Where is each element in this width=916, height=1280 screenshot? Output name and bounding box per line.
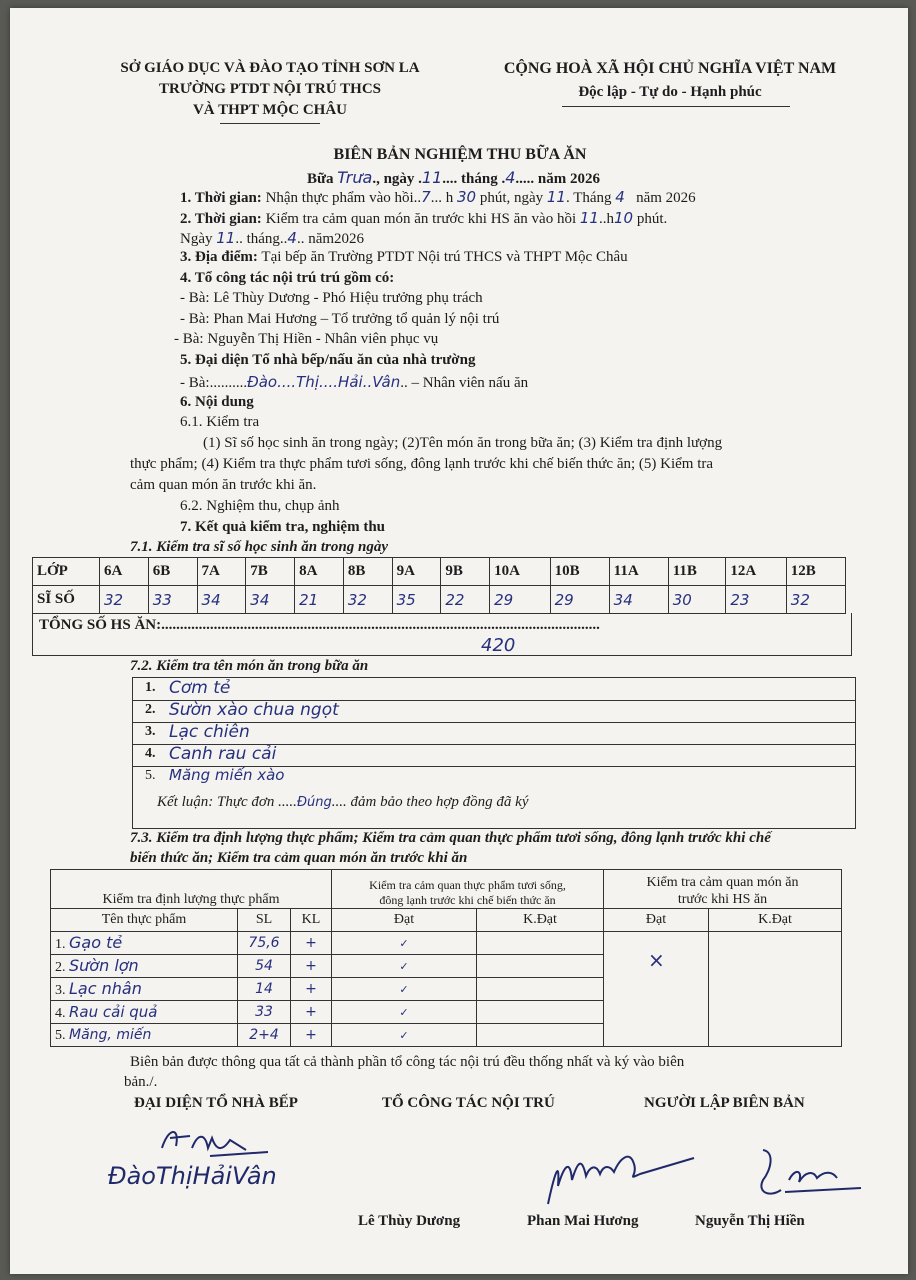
total-label: TỔNG SỐ HS ĂN:..................................................................................................................... <box>39 617 600 633</box>
count-cell: 34 <box>197 586 246 614</box>
dish-number: 3. <box>145 724 156 739</box>
s4-label: 4. Tổ công tác nội trú trú gồm có: <box>180 270 395 286</box>
s2-month-label: .. tháng.. <box>235 231 288 247</box>
s2-text-c: phút. <box>636 211 668 227</box>
committee-signature-icon <box>530 1136 700 1216</box>
class-cell: 12A <box>726 558 786 586</box>
s1-day: 11 <box>546 188 566 206</box>
meal-prefix: Bữa <box>307 171 334 187</box>
count-row <box>33 586 846 614</box>
list-item <box>133 744 855 767</box>
meal-line <box>307 168 600 188</box>
food-name: Lạc nhân <box>69 979 142 998</box>
t2-title: 7.2. Kiểm tra tên món ăn trong bữa ăn <box>130 658 369 674</box>
sig-heading-author: NGƯỜI LẬP BIÊN BẢN <box>644 1095 805 1111</box>
dish-number: 2. <box>145 702 156 717</box>
document-page <box>10 8 908 1274</box>
s2-hour: 11 <box>579 209 599 227</box>
fresh-food-header <box>332 870 604 909</box>
meal-day: 11 <box>421 168 443 187</box>
count-cell: 29 <box>550 586 609 614</box>
s6-sub2: 6.2. Nghiệm thu, chụp ảnh <box>180 498 340 514</box>
year-label: ..... năm 2026 <box>515 171 600 187</box>
food-sl: 2+4 <box>238 1024 291 1047</box>
section-3 <box>180 249 628 266</box>
s2-text-a: Kiểm tra cảm quan món ăn trước khi HS ăn vào hồi <box>265 211 577 227</box>
class-cell: 6B <box>148 558 197 586</box>
class-cell: 10B <box>550 558 609 586</box>
class-row <box>33 558 846 586</box>
food-fresh-fail <box>477 978 604 1001</box>
food-fresh-fail <box>477 1001 604 1024</box>
sig-heading-kitchen: ĐẠI DIỆN TỔ NHÀ BẾP <box>134 1095 298 1111</box>
food-sl: 33 <box>238 1001 291 1024</box>
food-number: 1. <box>55 937 66 952</box>
cooked-food-header-l1: Kiểm tra cảm quan món ăn <box>646 875 799 890</box>
dish-number: 4. <box>145 746 156 761</box>
food-number: 2. <box>55 960 66 975</box>
s1-label: 1. Thời gian: <box>180 190 262 206</box>
day-label: ., ngày . <box>372 171 422 187</box>
author-signature-icon <box>745 1140 865 1210</box>
dish-name: Lạc chiên <box>169 722 250 742</box>
food-name-cell <box>51 1024 238 1047</box>
food-name-cell <box>51 1001 238 1024</box>
s3-text: Tại bếp ăn Trường PTDT Nội trú THCS và THPT Mộc Châu <box>261 249 628 265</box>
kitchen-rep-line <box>180 373 528 392</box>
count-cell: 22 <box>441 586 490 614</box>
food-kl: + <box>291 1024 332 1047</box>
committee-signer-2: Phan Mai Hương <box>527 1213 639 1229</box>
class-cell: 8B <box>343 558 392 586</box>
kitchen-signature-icon <box>150 1118 280 1168</box>
class-cell: 7B <box>246 558 295 586</box>
dish-name: Cơm tẻ <box>169 678 231 698</box>
count-cell: 30 <box>668 586 726 614</box>
col-cooked-pass: Đạt <box>604 909 709 932</box>
header-right-underline <box>562 106 790 107</box>
food-kl: + <box>291 955 332 978</box>
fresh-food-header-l2: đông lạnh trước khi chế biến thức ăn <box>379 893 556 907</box>
food-fresh-pass: ✓ <box>332 978 477 1001</box>
col-fresh-pass: Đạt <box>332 909 477 932</box>
section-2 <box>180 209 667 228</box>
col-cooked-fail: K.Đạt <box>709 909 842 932</box>
s6-para-line3: cảm quan món ăn trước khi ăn. <box>130 477 317 493</box>
s2-year-label: .. năm2026 <box>296 231 365 247</box>
class-cell: 9A <box>392 558 441 586</box>
dish-name: Măng miến xào <box>169 766 285 784</box>
school-name-line1: TRƯỜNG PTDT NỘI TRÚ THCS <box>159 81 381 97</box>
class-count-table <box>32 557 846 614</box>
national-motto: Độc lập - Tự do - Hạnh phúc <box>578 84 762 100</box>
s1-minute: 30 <box>456 188 477 206</box>
s7-label: 7. Kết quả kiểm tra, nghiệm thu <box>180 519 386 535</box>
count-cell: 29 <box>490 586 550 614</box>
count-cell: 21 <box>295 586 344 614</box>
class-cell: 12B <box>786 558 845 586</box>
food-fresh-pass: ✓ <box>332 1024 477 1047</box>
list-item <box>133 678 855 701</box>
s6-label: 6. Nội dung <box>180 394 254 410</box>
conclusion-suffix: .... đảm bảo theo hợp đồng đã ký <box>331 794 529 810</box>
food-fresh-fail <box>477 1024 604 1047</box>
count-cell: 34 <box>609 586 668 614</box>
count-cell: 32 <box>343 586 392 614</box>
section-1 <box>180 188 696 207</box>
col-sl: SL <box>238 909 291 932</box>
col-fresh-fail: K.Đạt <box>477 909 604 932</box>
kitchen-sign-name: ĐàoThịHảiVân <box>108 1162 277 1190</box>
count-cell: 32 <box>786 586 845 614</box>
total-value: 420 <box>481 635 516 656</box>
t1-title: 7.1. Kiểm tra sĩ số học sinh ăn trong ngày <box>130 539 388 555</box>
dish-list-box <box>132 677 856 829</box>
s1-text-e: năm 2026 <box>636 190 696 206</box>
table-row <box>51 932 842 955</box>
cooked-food-header <box>604 870 842 909</box>
closing-line1: Biên bản được thông qua tất cả thành phần tổ công tác nội trú đều thống nhất và ký vào biên <box>130 1054 685 1070</box>
cooked-food-header-l2: trước khi HS ăn <box>677 892 768 907</box>
food-fresh-pass: ✓ <box>332 932 477 955</box>
s6-sub1: 6.1. Kiểm tra <box>180 414 260 430</box>
s6-para-line2: thực phẩm; (4) Kiểm tra thực phẩm tươi sống, đông lạnh trước khi chế biến thức ăn; (5) Kiểm tra <box>130 456 714 472</box>
food-name-cell <box>51 955 238 978</box>
count-cell: 35 <box>392 586 441 614</box>
col-kl: KL <box>291 909 332 932</box>
class-cell: 11B <box>668 558 726 586</box>
col-food-name: Tên thực phẩm <box>51 909 238 932</box>
total-box <box>32 613 852 656</box>
section-2-line2 <box>180 229 364 248</box>
food-name: Măng, miến <box>69 1026 152 1043</box>
member-1: - Bà: Lê Thùy Dương - Phó Hiệu trưởng phụ trách <box>180 290 483 306</box>
s1-text-d: . Tháng <box>565 190 612 206</box>
food-kl: + <box>291 978 332 1001</box>
cooked-pass-mark: × <box>604 932 709 1047</box>
s5-suffix: .. – Nhân viên nấu ăn <box>400 375 529 391</box>
food-inspection-table <box>50 869 842 1047</box>
month-label: .... tháng . <box>442 171 506 187</box>
conclusion-prefix: Kết luận: Thực đơn ..... <box>157 794 297 810</box>
food-sl: 75,6 <box>238 932 291 955</box>
food-fresh-fail <box>477 932 604 955</box>
t3-title-line1: 7.3. Kiểm tra định lượng thực phẩm; Kiểm tra cảm quan thực phẩm tươi sống, đông lạnh trước khi chế <box>130 830 771 846</box>
class-cell: 9B <box>441 558 490 586</box>
s2-text-b: ..h <box>598 211 614 227</box>
food-fresh-pass: ✓ <box>332 1001 477 1024</box>
sig-heading-committee: TỔ CÔNG TÁC NỘI TRÚ <box>382 1095 555 1111</box>
count-cell: 33 <box>148 586 197 614</box>
food-name: Gạo tẻ <box>69 933 123 952</box>
s5-label: 5. Đại diện Tổ nhà bếp/nấu ăn của nhà trường <box>180 352 476 368</box>
school-name-line2: VÀ THPT MỘC CHÂU <box>192 102 348 118</box>
food-number: 3. <box>55 983 66 998</box>
food-name-cell <box>51 978 238 1001</box>
list-item <box>133 766 855 788</box>
table-subheader-row <box>51 909 842 932</box>
list-item <box>133 700 855 723</box>
page-title: BIÊN BẢN NGHIỆM THU BỮA ĂN <box>333 146 587 163</box>
s1-hour: 7 <box>421 188 431 206</box>
committee-signer-1: Lê Thùy Dương <box>358 1213 461 1229</box>
dish-number: 1. <box>145 680 156 695</box>
food-name: Rau cải quả <box>69 1002 158 1021</box>
agency-name: SỞ GIÁO DỤC VÀ ĐÀO TẠO TỈNH SƠN LA <box>120 60 420 76</box>
fresh-food-header-l1: Kiểm tra cảm quan thực phẩm tươi sống, <box>369 878 566 892</box>
author-signer: Nguyễn Thị Hiền <box>695 1213 805 1229</box>
s5-prefix: - Bà:.......... <box>180 375 248 391</box>
list-item <box>133 722 855 745</box>
food-number: 4. <box>55 1005 66 1021</box>
meal-name: Trưa <box>337 168 373 187</box>
s2-day-label: Ngày <box>180 231 213 247</box>
header-left-underline <box>220 123 320 124</box>
food-sl: 54 <box>238 955 291 978</box>
dish-name: Canh rau cải <box>169 744 277 764</box>
s1-text-b: ... h <box>430 190 454 206</box>
cooked-fail-cell <box>709 932 842 1047</box>
dish-name: Sườn xào chua ngọt <box>169 700 339 720</box>
national-title: CỘNG HOÀ XÃ HỘI CHỦ NGHĨA VIỆT NAM <box>503 60 837 77</box>
s6-para-line1: (1) Sĩ số học sinh ăn trong ngày; (2)Tên món ăn trong bữa ăn; (3) Kiểm tra định lượng <box>203 435 723 451</box>
class-row-label: LỚP <box>33 558 100 586</box>
conclusion-mark: Đúng <box>296 795 332 810</box>
s2-minute: 10 <box>613 209 634 227</box>
member-3: - Bà: Nguyễn Thị Hiền - Nhân viên phục vụ <box>174 331 439 347</box>
food-fresh-pass: ✓ <box>332 955 477 978</box>
quantity-header: Kiểm tra định lượng thực phẩm <box>51 870 332 909</box>
meal-month: 4 <box>505 168 516 187</box>
food-kl: + <box>291 932 332 955</box>
count-cell: 32 <box>100 586 149 614</box>
class-cell: 11A <box>609 558 668 586</box>
food-name: Sườn lợn <box>69 956 139 975</box>
dish-number: 5. <box>145 768 156 783</box>
count-row-label: SĨ SỐ <box>33 586 100 614</box>
s2-label: 2. Thời gian: <box>180 211 262 227</box>
class-cell: 6A <box>100 558 149 586</box>
class-cell: 10A <box>490 558 550 586</box>
s1-text-c: phút, ngày <box>479 190 544 206</box>
t3-title-line2: biến thức ăn; Kiểm tra cảm quan món ăn trước khi ăn <box>130 850 468 866</box>
s1-text-a: Nhận thực phẩm vào hồi.. <box>265 190 422 206</box>
class-cell: 8A <box>295 558 344 586</box>
kitchen-rep-name: Đào....Thị....Hải..Vân <box>247 373 401 391</box>
food-sl: 14 <box>238 978 291 1001</box>
count-cell: 34 <box>246 586 295 614</box>
class-cell: 7A <box>197 558 246 586</box>
s2-month: 4 <box>287 229 297 247</box>
s3-label: 3. Địa điểm: <box>180 249 258 265</box>
s2-day: 11 <box>216 229 236 247</box>
food-name-cell <box>51 932 238 955</box>
member-2: - Bà: Phan Mai Hương – Tổ trưởng tổ quản lý nội trú <box>180 311 500 327</box>
table-header-row <box>51 870 842 909</box>
closing-line2: bản./. <box>124 1074 158 1090</box>
food-number: 5. <box>55 1027 66 1043</box>
s1-month: 4 <box>615 188 625 206</box>
food-fresh-fail <box>477 955 604 978</box>
count-cell: 23 <box>726 586 786 614</box>
menu-conclusion <box>157 794 528 811</box>
food-kl: + <box>291 1001 332 1024</box>
